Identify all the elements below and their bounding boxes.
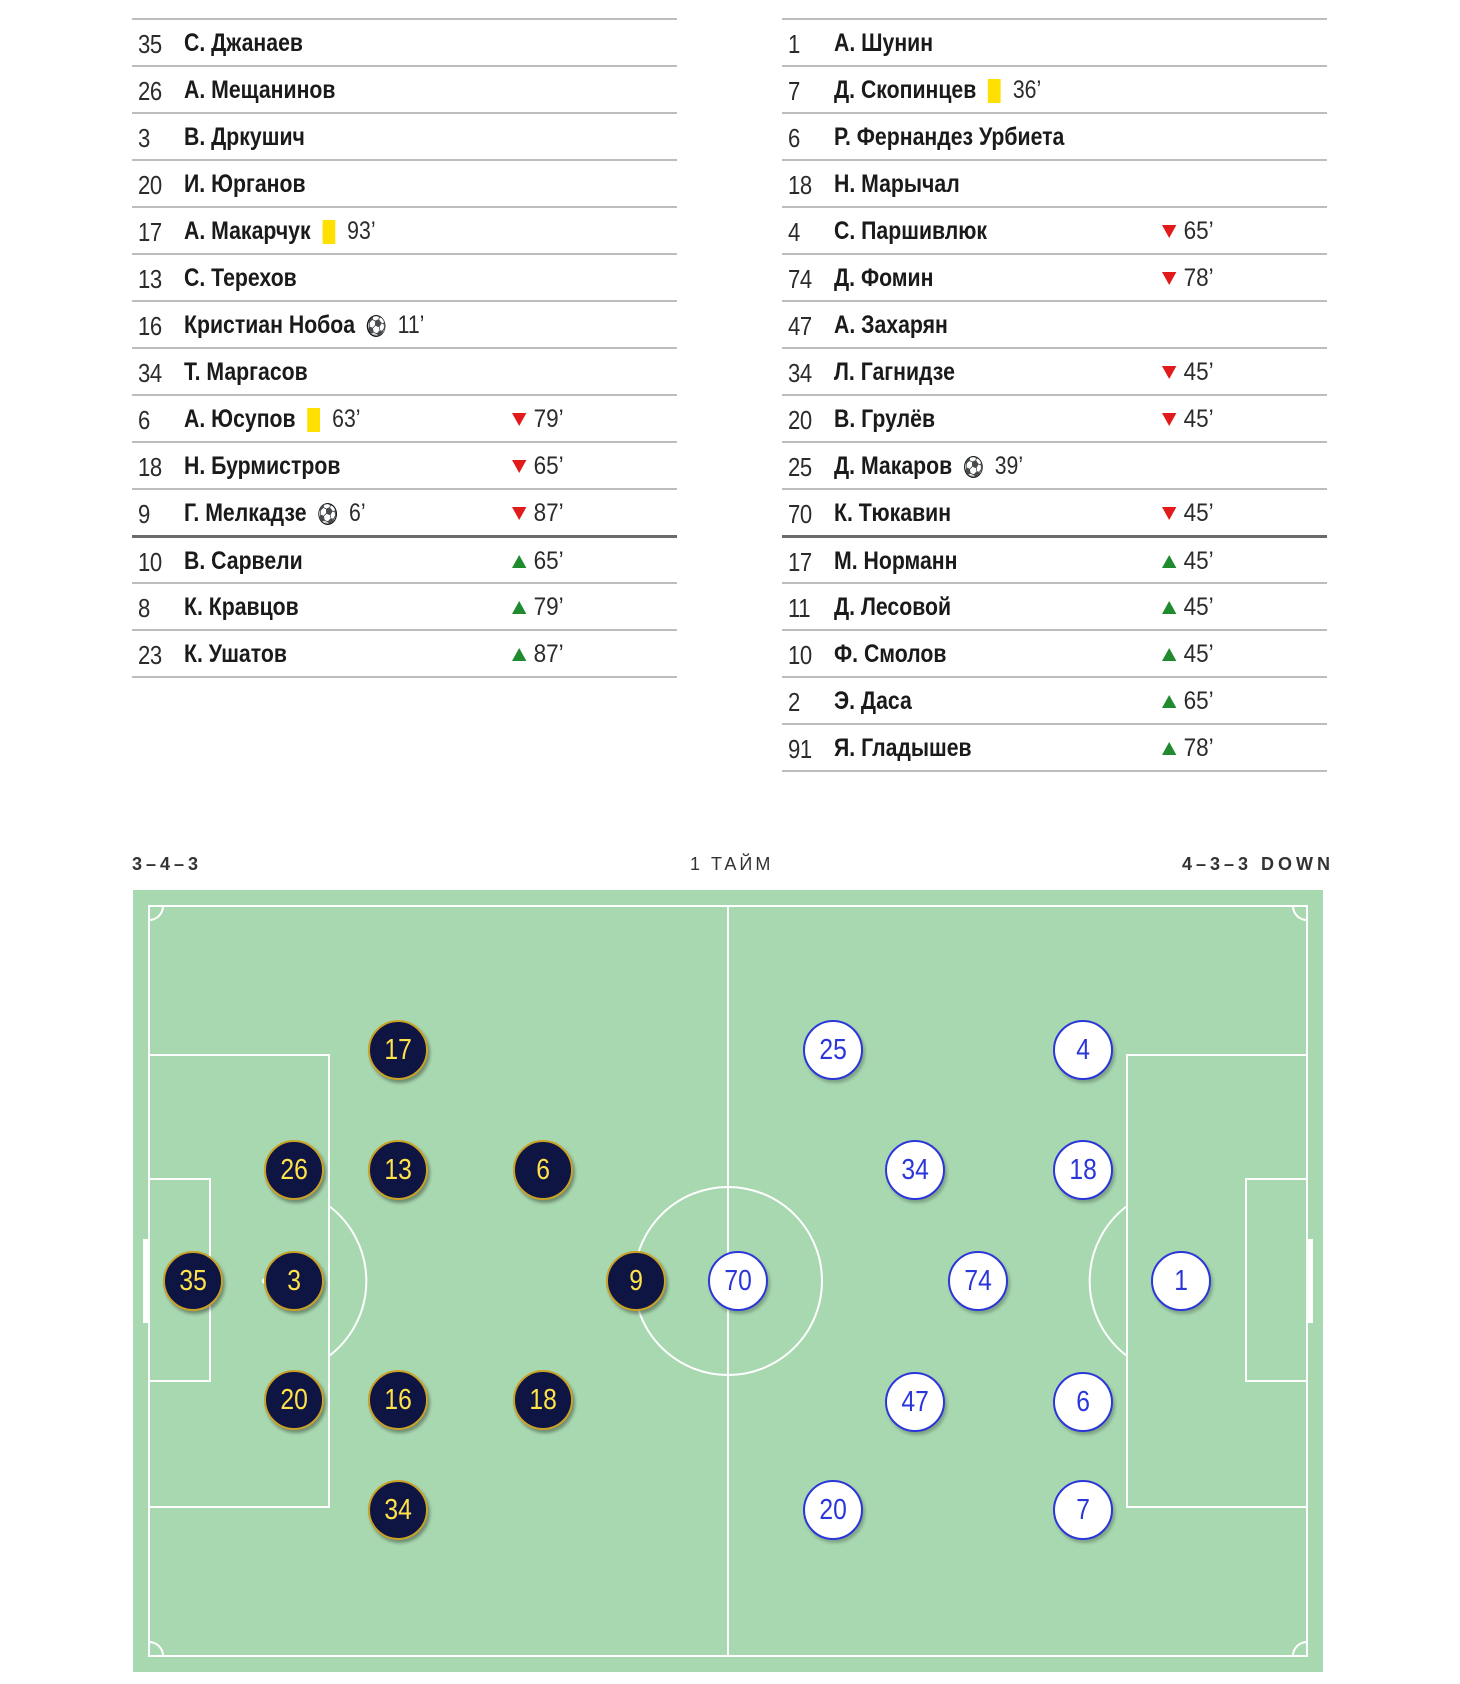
home-player-token <box>513 1140 573 1200</box>
player-name-text: А. Захарян <box>834 311 948 339</box>
player-number: 10 <box>788 640 812 670</box>
substitution-out <box>1162 264 1214 293</box>
lineup-row <box>782 65 1327 112</box>
lineup-row <box>782 723 1327 770</box>
lineup-row <box>132 535 677 582</box>
substitution-out <box>512 405 564 434</box>
player-name-text: Д. Скопинцев <box>834 76 977 104</box>
substitution-minute: 45’ <box>1183 593 1214 621</box>
player-name <box>834 734 972 763</box>
player-name <box>184 640 287 669</box>
substitution-in <box>1162 734 1214 763</box>
player-name-text: Э. Даса <box>834 687 912 715</box>
sub-out-arrow-icon <box>512 413 526 426</box>
player-name <box>834 29 933 58</box>
player-number: 18 <box>788 170 812 200</box>
lineup-row <box>782 347 1327 394</box>
player-number: 17 <box>138 217 162 247</box>
player-name <box>834 358 955 387</box>
player-name <box>184 264 297 293</box>
player-number: 70 <box>788 499 812 529</box>
substitution-out <box>1162 405 1214 434</box>
event-minute: 11’ <box>397 311 425 339</box>
substitution-minute: 45’ <box>1183 499 1214 527</box>
player-token-number: 7 <box>1076 1493 1090 1526</box>
player-token-number: 3 <box>287 1264 301 1297</box>
lineup-row <box>782 676 1327 723</box>
goal-ball-icon: ⚽ <box>964 456 984 477</box>
substitution-minute: 79’ <box>533 405 564 433</box>
player-token-number: 9 <box>629 1264 643 1297</box>
player-name <box>834 311 948 340</box>
away-lineup-table <box>782 18 1327 772</box>
substitution-minute: 79’ <box>533 593 564 621</box>
player-name <box>834 499 951 528</box>
player-token-number: 6 <box>536 1153 550 1186</box>
sub-out-arrow-icon <box>512 460 526 473</box>
player-name-text: Д. Фомин <box>834 264 934 292</box>
player-token-number: 26 <box>280 1153 308 1186</box>
sub-out-arrow-icon <box>1162 272 1176 285</box>
event-minute: 93’ <box>347 217 376 245</box>
home-player-token <box>368 1140 428 1200</box>
player-name <box>184 170 306 199</box>
substitution-in <box>512 547 564 576</box>
lineup-row <box>782 300 1327 347</box>
away-player-token <box>1151 1251 1211 1311</box>
lineup-row <box>132 582 677 629</box>
player-token-number: 18 <box>1069 1153 1097 1186</box>
player-name-text: Г. Мелкадзе <box>184 499 307 527</box>
away-player-token <box>885 1140 945 1200</box>
player-name-text: С. Паршивлюк <box>834 217 988 245</box>
sub-in-arrow-icon <box>512 555 526 568</box>
player-token-number: 17 <box>384 1033 412 1066</box>
lineup-row <box>782 18 1327 65</box>
home-player-token <box>368 1020 428 1080</box>
player-token-number: 1 <box>1174 1264 1188 1297</box>
player-token-number: 6 <box>1076 1385 1090 1418</box>
player-name <box>834 76 1041 105</box>
player-number: 6 <box>138 405 150 435</box>
player-number: 91 <box>788 734 812 764</box>
player-number: 74 <box>788 264 812 294</box>
player-number: 9 <box>138 499 150 529</box>
sub-in-arrow-icon <box>1162 742 1176 755</box>
player-token-number: 16 <box>384 1383 412 1416</box>
lineup-row <box>132 65 677 112</box>
home-player-token <box>513 1370 573 1430</box>
away-player-token <box>948 1251 1008 1311</box>
player-name-text: С. Терехов <box>184 264 297 292</box>
player-name-text: Я. Гладышев <box>834 734 972 762</box>
player-name-text: К. Тюкавин <box>834 499 952 527</box>
player-name <box>834 452 1023 481</box>
player-name <box>184 358 308 387</box>
away-player-token <box>708 1251 768 1311</box>
lineup-bottom-rule <box>132 676 677 678</box>
substitution-out <box>512 452 564 481</box>
home-player-token <box>264 1251 324 1311</box>
away-formation-label: 4–3–3 DOWN <box>1181 854 1334 874</box>
substitution-minute: 45’ <box>1183 640 1214 668</box>
player-token-number: 25 <box>819 1033 847 1066</box>
football-pitch <box>133 890 1323 1672</box>
substitution-minute: 87’ <box>533 640 564 668</box>
player-name <box>184 593 299 622</box>
player-name-text: В. Дркушич <box>184 123 305 151</box>
substitution-minute: 45’ <box>1183 358 1214 386</box>
player-name <box>184 547 303 576</box>
player-name <box>184 29 303 58</box>
substitution-in <box>512 593 564 622</box>
lineup-row <box>132 112 677 159</box>
player-number: 8 <box>138 593 150 623</box>
away-player-token <box>1053 1020 1113 1080</box>
lineup-row <box>782 394 1327 441</box>
home-player-token <box>264 1140 324 1200</box>
lineup-row <box>132 394 677 441</box>
player-name <box>834 264 933 293</box>
home-player-token <box>163 1251 223 1311</box>
sub-out-arrow-icon <box>1162 225 1176 238</box>
sub-in-arrow-icon <box>1162 648 1176 661</box>
player-name-text: К. Ушатов <box>184 640 287 668</box>
sub-in-arrow-icon <box>512 648 526 661</box>
player-token-number: 74 <box>964 1264 992 1297</box>
player-name-text: И. Юрганов <box>184 170 306 198</box>
player-name-text: В. Сарвели <box>184 547 303 575</box>
lineup-row <box>132 488 677 535</box>
yellow-card-icon <box>988 79 1001 103</box>
player-number: 7 <box>788 76 800 106</box>
player-name <box>834 123 1064 152</box>
period-label: 1 ТАЙМ <box>690 854 774 874</box>
player-name-text: Ф. Смолов <box>834 640 947 668</box>
player-name <box>184 76 335 105</box>
player-name-text: А. Юсупов <box>184 405 296 433</box>
substitution-in <box>1162 593 1214 622</box>
substitution-minute: 45’ <box>1183 547 1214 575</box>
lineup-row <box>782 253 1327 300</box>
substitution-minute: 65’ <box>1183 217 1214 245</box>
home-player-token <box>606 1251 666 1311</box>
yellow-card-icon <box>323 220 336 244</box>
event-minute: 6’ <box>349 499 366 527</box>
sub-out-arrow-icon <box>1162 507 1176 520</box>
lineup-row <box>782 159 1327 206</box>
player-name-text: Н. Бурмистров <box>184 452 341 480</box>
player-name <box>834 547 957 576</box>
player-token-number: 47 <box>901 1385 929 1418</box>
player-number: 34 <box>138 358 162 388</box>
lineup-row <box>782 206 1327 253</box>
lineup-row <box>132 159 677 206</box>
substitution-in <box>1162 640 1214 669</box>
goal-ball-icon: ⚽ <box>367 315 387 336</box>
player-number: 13 <box>138 264 162 294</box>
player-name-text: А. Мещанинов <box>184 76 336 104</box>
player-number: 35 <box>138 29 162 59</box>
player-token-number: 35 <box>179 1264 207 1297</box>
substitution-out <box>512 499 564 528</box>
substitution-in <box>512 640 564 669</box>
sub-in-arrow-icon <box>1162 555 1176 568</box>
substitution-minute: 45’ <box>1183 405 1214 433</box>
player-token-number: 34 <box>384 1493 412 1526</box>
player-name-text: М. Норманн <box>834 547 958 575</box>
player-name-text: А. Макарчук <box>184 217 311 245</box>
home-player-token <box>264 1370 324 1430</box>
player-name <box>184 217 376 246</box>
player-number: 6 <box>788 123 800 153</box>
player-name-text: В. Грулёв <box>834 405 936 433</box>
lineup-row <box>782 629 1327 676</box>
away-player-token <box>803 1020 863 1080</box>
player-name <box>184 499 366 528</box>
player-name-text: Д. Макаров <box>834 452 953 480</box>
away-player-token <box>885 1372 945 1432</box>
goal-ball-icon: ⚽ <box>318 503 338 524</box>
player-name-text: Л. Гагнидзе <box>834 358 955 386</box>
lineup-row <box>132 206 677 253</box>
substitution-in <box>1162 687 1214 716</box>
lineup-row <box>782 112 1327 159</box>
lineup-row <box>132 347 677 394</box>
lineup-row <box>132 18 677 65</box>
player-number: 18 <box>138 452 162 482</box>
player-token-number: 34 <box>901 1153 929 1186</box>
player-name <box>184 123 305 152</box>
substitution-in <box>1162 547 1214 576</box>
sub-in-arrow-icon <box>1162 601 1176 614</box>
substitution-minute: 65’ <box>1183 687 1214 715</box>
player-token-number: 70 <box>724 1264 752 1297</box>
player-number: 47 <box>788 311 812 341</box>
player-number: 25 <box>788 452 812 482</box>
player-number: 16 <box>138 311 162 341</box>
player-name <box>834 687 912 716</box>
substitution-minute: 87’ <box>533 499 564 527</box>
sub-in-arrow-icon <box>512 601 526 614</box>
player-name-text: Р. Фернандез Урбиета <box>834 123 1065 151</box>
substitution-minute: 65’ <box>533 452 564 480</box>
sub-out-arrow-icon <box>1162 366 1176 379</box>
home-lineup-table <box>132 18 677 678</box>
player-number: 11 <box>788 593 811 623</box>
player-number: 20 <box>788 405 812 435</box>
sub-out-arrow-icon <box>1162 413 1176 426</box>
player-number: 2 <box>788 687 800 717</box>
event-minute: 63’ <box>332 405 361 433</box>
away-player-token <box>1053 1480 1113 1540</box>
lineup-row <box>782 488 1327 535</box>
player-number: 34 <box>788 358 812 388</box>
player-number: 20 <box>138 170 162 200</box>
player-token-number: 20 <box>280 1383 308 1416</box>
player-number: 17 <box>788 547 812 577</box>
event-minute: 36’ <box>1012 76 1042 104</box>
home-player-token <box>368 1370 428 1430</box>
player-name-text: Кристиан Нобоа <box>184 311 356 339</box>
substitution-minute: 65’ <box>533 547 564 575</box>
player-token-number: 4 <box>1076 1033 1090 1066</box>
away-player-token <box>1053 1372 1113 1432</box>
player-name-text: Т. Маргасов <box>184 358 308 386</box>
lineup-row <box>132 629 677 676</box>
yellow-card-icon <box>307 408 320 432</box>
lineup-row <box>132 253 677 300</box>
event-minute: 39’ <box>994 452 1024 480</box>
player-name <box>184 452 340 481</box>
player-number: 10 <box>138 547 162 577</box>
player-name <box>834 640 946 669</box>
player-name-text: А. Шунин <box>834 29 934 57</box>
home-player-token <box>368 1480 428 1540</box>
sub-in-arrow-icon <box>1162 695 1176 708</box>
sub-out-arrow-icon <box>512 507 526 520</box>
player-name <box>834 217 987 246</box>
player-token-number: 13 <box>384 1153 412 1186</box>
player-token-number: 18 <box>529 1383 557 1416</box>
player-number: 1 <box>788 29 800 59</box>
player-name-text: К. Кравцов <box>184 593 299 621</box>
player-token-number: 20 <box>819 1493 847 1526</box>
substitution-out <box>1162 499 1214 528</box>
lineup-row <box>132 441 677 488</box>
substitution-out <box>1162 358 1214 387</box>
player-number: 26 <box>138 76 162 106</box>
substitution-minute: 78’ <box>1183 734 1214 762</box>
player-name <box>834 170 960 199</box>
player-number: 3 <box>138 123 150 153</box>
player-name-text: Н. Марычал <box>834 170 960 198</box>
player-number: 4 <box>788 217 800 247</box>
lineup-bottom-rule <box>782 770 1327 772</box>
player-number: 23 <box>138 640 162 670</box>
player-name <box>184 311 424 340</box>
player-name-text: Д. Лесовой <box>834 593 952 621</box>
player-name <box>834 593 951 622</box>
lineup-row <box>782 441 1327 488</box>
away-player-token <box>1053 1140 1113 1200</box>
player-name-text: С. Джанаев <box>184 29 303 57</box>
substitution-out <box>1162 217 1214 246</box>
lineup-row <box>132 300 677 347</box>
player-name <box>834 405 935 434</box>
home-formation-label: 3–4–3 <box>132 854 203 874</box>
substitution-minute: 78’ <box>1183 264 1214 292</box>
lineup-row <box>782 582 1327 629</box>
away-player-token <box>803 1480 863 1540</box>
player-name <box>184 405 361 434</box>
lineup-row <box>782 535 1327 582</box>
